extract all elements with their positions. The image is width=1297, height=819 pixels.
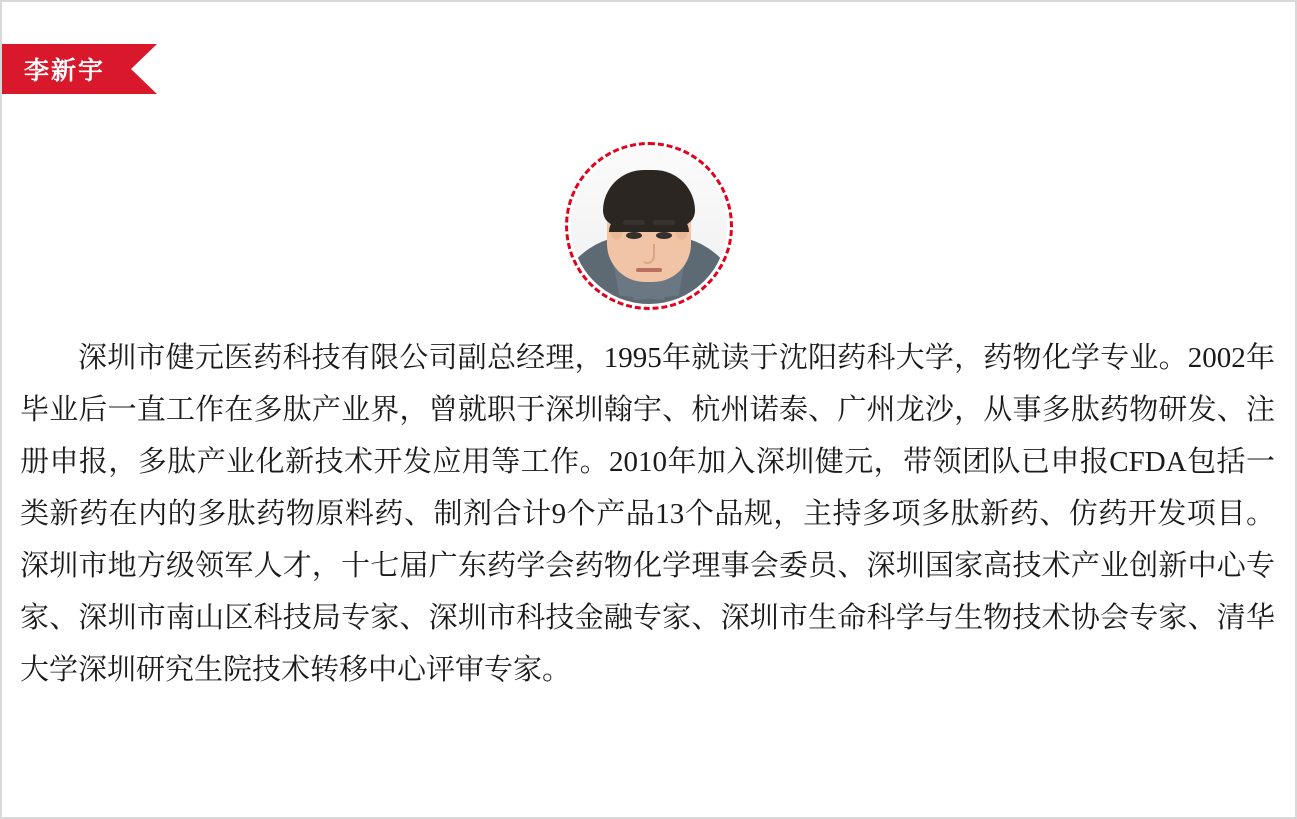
photo-nose bbox=[643, 244, 655, 264]
portrait-photo bbox=[571, 148, 727, 304]
photo-eyebrow-left bbox=[623, 220, 645, 225]
portrait-container bbox=[2, 142, 1295, 310]
photo-eye-right bbox=[656, 232, 672, 239]
name-ribbon-body bbox=[2, 44, 131, 94]
biography-text: 深圳市健元医药科技有限公司副总经理，1995年就读于沈阳药科大学，药物化学专业。2002年毕业后一直工作在多肽产业界，曾就职于深圳翰宇、杭州诺泰、广州龙沙，从事多肽药物研发、注册申报，多肽产业化新技术开发应用等工作。2010年加入深圳健元，带领团队已申报CFDA包括一类新药在内的多肽药物原料药、制剂合计9个产品13个品规，主持多项多肽新药、仿药开发项目。深圳市地方级领军人才，十七届广东药学会药物化学理事会委员、深圳国家高技术产业创新中心专家、深圳市南山区科技局专家、深圳市科技金融专家、深圳市生命科学与生物技术协会专家、清华大学深圳研究生院技术转移中心评审专家。 bbox=[20, 342, 1275, 686]
photo-eyebrow-right bbox=[653, 220, 675, 225]
name-ribbon bbox=[2, 44, 157, 94]
portrait-frame bbox=[565, 142, 733, 310]
ribbon-notch-shape bbox=[131, 44, 157, 94]
photo-mouth bbox=[636, 268, 662, 272]
photo-eye-left bbox=[626, 232, 642, 239]
person-name: 李新宇 bbox=[24, 57, 106, 85]
